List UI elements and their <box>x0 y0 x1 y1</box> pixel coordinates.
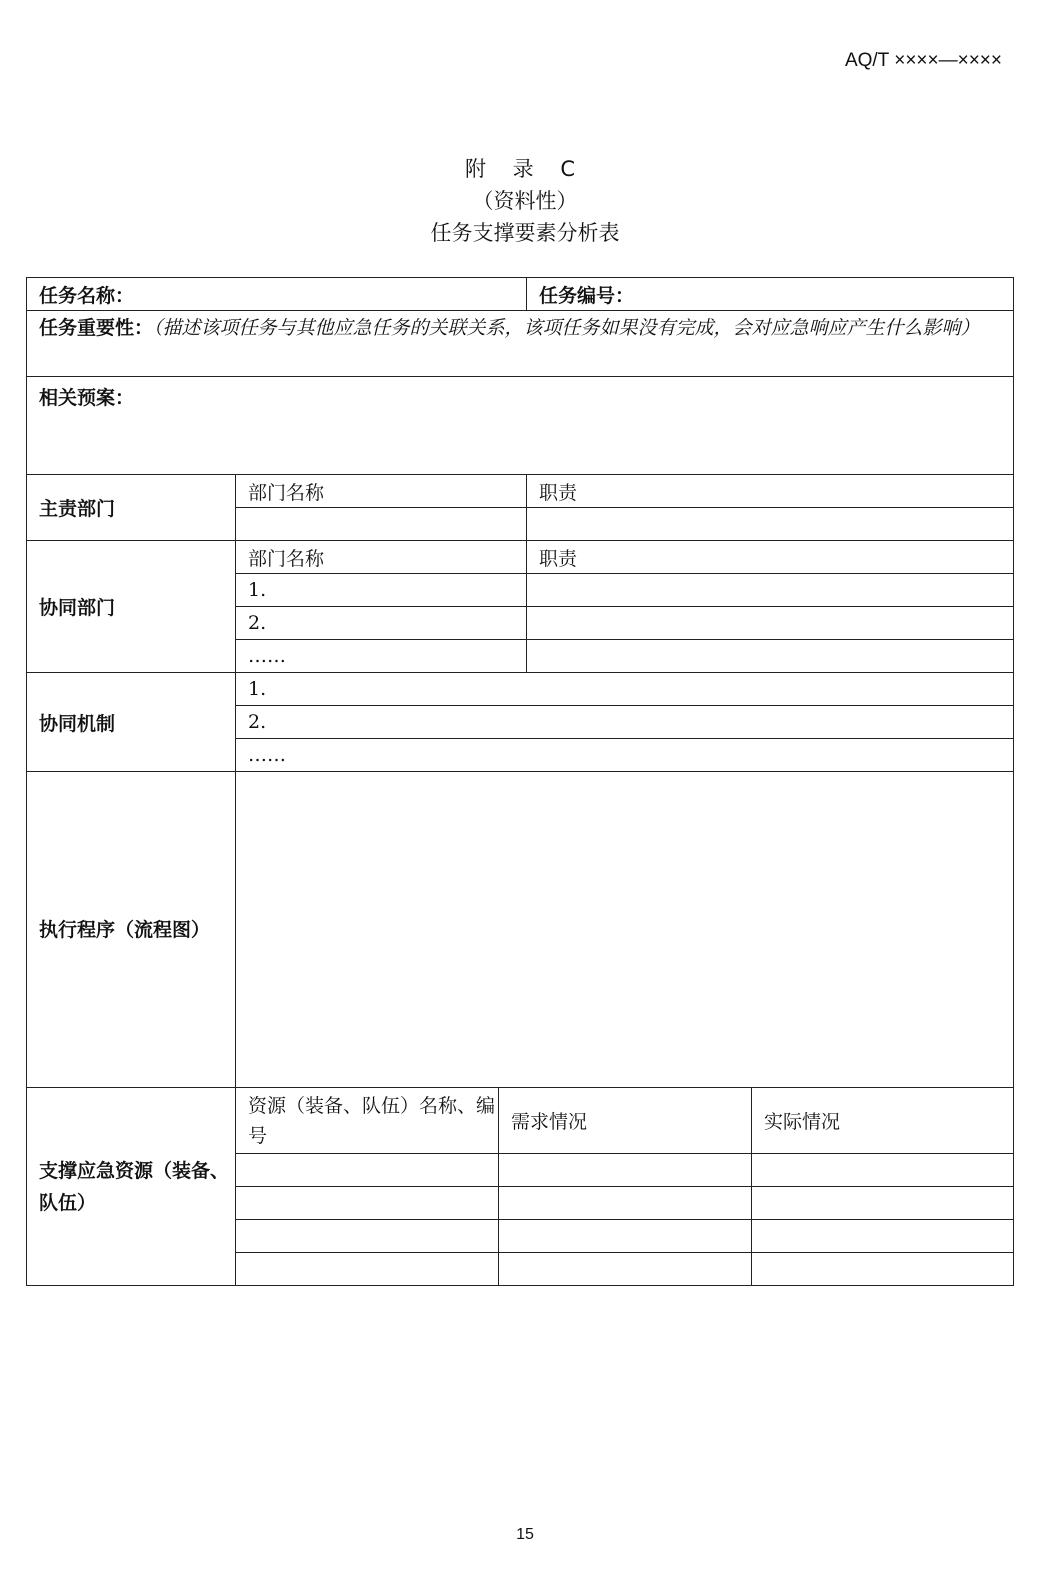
procedure-flowchart-area[interactable] <box>236 772 1014 1088</box>
task-number-label: 任务编号： <box>539 284 635 307</box>
coop-mechanism-row-more[interactable]: …… <box>236 739 1014 772</box>
lead-dept-col-name: 部门名称 <box>236 475 527 508</box>
resource-name-input[interactable] <box>236 1187 499 1220</box>
page-number: 15 <box>516 1526 534 1543</box>
coop-dept-label: 协同部门 <box>27 541 236 673</box>
resource-name-input[interactable] <box>236 1220 499 1253</box>
lead-dept-duty-input[interactable] <box>527 508 1014 541</box>
task-name-label: 任务名称： <box>39 284 135 307</box>
task-name-cell[interactable] <box>27 278 527 311</box>
task-importance-label: 任务重要性： <box>39 317 154 339</box>
related-plan-cell[interactable] <box>27 377 1014 475</box>
resource-demand-input[interactable] <box>499 1220 752 1253</box>
resource-name-input[interactable] <box>236 1253 499 1286</box>
resources-label: 支撑应急资源（装备、队伍） <box>27 1088 236 1286</box>
resource-actual-input[interactable] <box>752 1154 1014 1187</box>
task-number-cell[interactable] <box>527 278 1014 311</box>
resources-col-name: 资源（装备、队伍）名称、编号 <box>236 1088 499 1154</box>
coop-dept-row-2[interactable]: 2. <box>236 607 527 640</box>
title-block <box>0 153 1050 249</box>
lead-dept-name-input[interactable] <box>236 508 527 541</box>
task-importance-hint: （描述该项任务与其他应急任务的关联关系，该项任务如果没有完成，会对应急响应产生什么影响） <box>153 317 980 339</box>
coop-mechanism-row-1[interactable]: 1. <box>236 673 1014 706</box>
task-importance-cell[interactable] <box>27 311 1014 377</box>
resources-col-actual: 实际情况 <box>752 1088 1014 1154</box>
resource-actual-input[interactable] <box>752 1253 1014 1286</box>
coop-dept-duty-1[interactable] <box>527 574 1014 607</box>
resource-demand-input[interactable] <box>499 1253 752 1286</box>
appendix-nature: （资料性） <box>472 189 578 213</box>
appendix-title: 附 录 C <box>464 157 585 181</box>
coop-dept-duty-more[interactable] <box>527 640 1014 673</box>
related-plan-label: 相关预案： <box>39 387 135 409</box>
lead-dept-col-duty: 职责 <box>527 475 1014 508</box>
resource-demand-input[interactable] <box>499 1187 752 1220</box>
coop-dept-col-duty: 职责 <box>527 541 1014 574</box>
coop-dept-duty-2[interactable] <box>527 607 1014 640</box>
coop-dept-row-1[interactable]: 1. <box>236 574 527 607</box>
form-title: 任务支撑要素分析表 <box>430 221 620 245</box>
coop-mechanism-row-2[interactable]: 2. <box>236 706 1014 739</box>
resource-demand-input[interactable] <box>499 1154 752 1187</box>
standard-number: AQ/T ××××—×××× <box>844 50 1002 71</box>
resources-col-demand: 需求情况 <box>499 1088 752 1154</box>
lead-dept-label: 主责部门 <box>27 475 236 541</box>
coop-dept-row-more[interactable]: …… <box>236 640 527 673</box>
resource-actual-input[interactable] <box>752 1187 1014 1220</box>
resource-name-input[interactable] <box>236 1154 499 1187</box>
coop-dept-col-name: 部门名称 <box>236 541 527 574</box>
task-analysis-table <box>26 277 1014 1286</box>
coop-mechanism-label: 协同机制 <box>27 673 236 772</box>
procedure-label: 执行程序（流程图） <box>27 772 236 1088</box>
resource-actual-input[interactable] <box>752 1220 1014 1253</box>
